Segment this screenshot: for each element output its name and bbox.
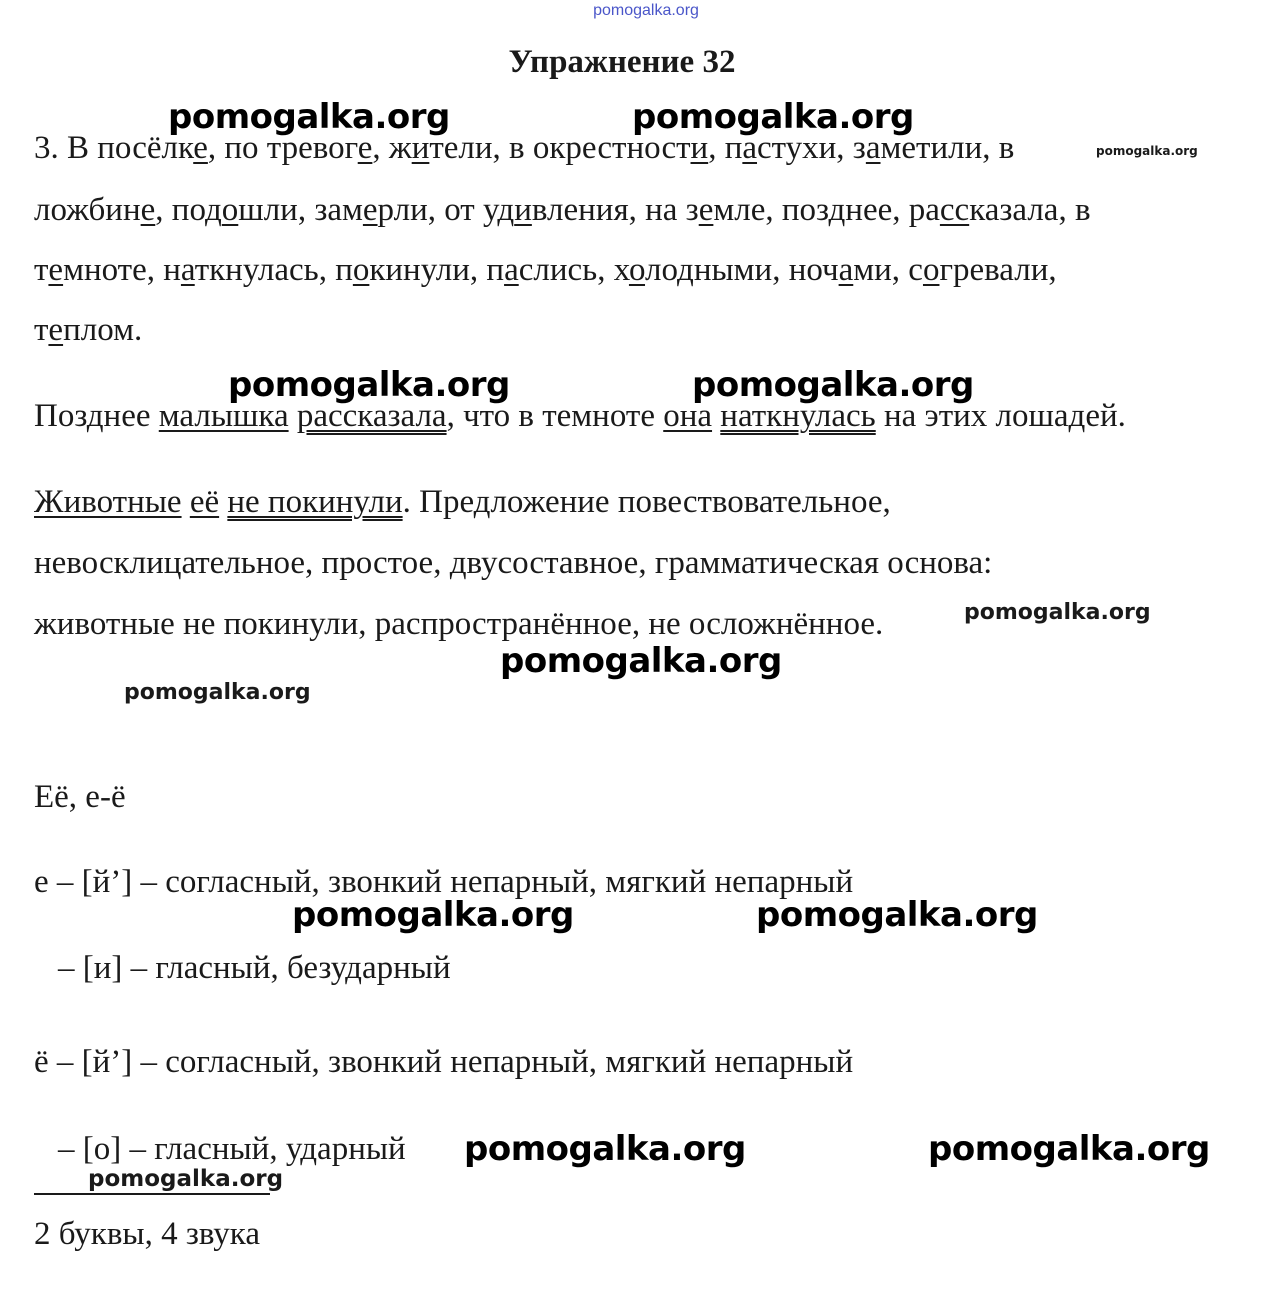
underlined-text: о <box>352 252 370 288</box>
phonetic-summary: 2 буквы, 4 звука <box>34 1216 260 1252</box>
text-run: мле, поз <box>713 192 829 228</box>
watermark: pomogalka.org <box>1096 144 1198 158</box>
text-run: , под <box>155 192 222 228</box>
underlined-text: а <box>838 252 854 288</box>
underlined-text: д <box>828 192 846 228</box>
text-run: т <box>34 252 49 288</box>
text-run: вления, на з <box>531 192 699 228</box>
underlined-text: а <box>180 252 195 288</box>
underlined-text: е <box>193 130 208 166</box>
underlined-text: а <box>504 252 519 288</box>
footnote-rule <box>34 1193 270 1195</box>
phonetic-e-line-1: е – [й’] – согласный, звонкий непарный, мягкий непарный <box>34 864 854 900</box>
text-run: шли, зам <box>238 192 363 228</box>
underlined-text: о <box>628 252 646 288</box>
watermark: pomogalka.org <box>88 1166 284 1192</box>
watermark: pomogalka.org <box>756 895 1038 935</box>
underlined-text: о <box>922 252 940 288</box>
underlined-text: и <box>514 192 532 228</box>
text-run: т <box>34 312 49 348</box>
text-run: , ж <box>372 130 412 166</box>
phonetic-e-line-2: – [и] – гласный, безударный <box>58 950 451 986</box>
sentence-analysis-2-line-1 <box>34 486 891 519</box>
text-run: плом. <box>63 312 143 348</box>
watermark: pomogalka.org <box>292 895 574 935</box>
text-run: гревали, <box>939 252 1057 288</box>
watermark: pomogalka.org <box>228 365 510 405</box>
text-run: тели, в окрестност <box>429 130 691 166</box>
phonetic-yo-line-2: – [о] – гласный, ударный <box>58 1131 406 1167</box>
underlined-text: е <box>362 192 378 228</box>
text-run: ложбин <box>34 192 141 228</box>
text-run: ми, с <box>853 252 923 288</box>
text-run: стухи, з <box>757 130 866 166</box>
text-run: Позднее <box>34 398 159 434</box>
text-run: нее, ра <box>845 192 940 228</box>
underlined-text: е <box>357 130 373 166</box>
paragraph-line-3 <box>34 254 1057 287</box>
watermark: pomogalka.org <box>964 600 1151 625</box>
watermark: pomogalka.org <box>124 680 311 705</box>
text-run <box>182 484 190 520</box>
underlined-text: о <box>221 192 239 228</box>
text-run: ткнулась, п <box>194 252 353 288</box>
underlined-text: Животные <box>34 484 182 520</box>
underlined-text: е <box>48 312 64 348</box>
phonetic-yo-line-1: ё – [й’] – согласный, звонкий непарный, мягкий непарный <box>34 1044 854 1080</box>
text-run: метили, в <box>880 130 1015 166</box>
text-run: , что в темноте <box>446 398 664 434</box>
watermark: pomogalka.org <box>928 1129 1210 1169</box>
watermark: pomogalka.org <box>168 97 450 137</box>
text-run: на этих лошадей. <box>875 398 1126 434</box>
text-run: . Предложение повествовательное, <box>402 484 891 520</box>
underlined-text: а <box>865 130 881 166</box>
watermark: pomogalka.org <box>464 1129 746 1169</box>
watermark: pomogalka.org <box>632 97 914 137</box>
watermark: pomogalka.org <box>500 641 782 681</box>
text-run: 3. В посёлк <box>34 130 194 166</box>
underlined-text: сс <box>939 192 970 228</box>
double-underlined-text: наткнулась <box>720 398 876 434</box>
double-underlined-text: не покинули <box>227 484 403 520</box>
site-link[interactable]: pomogalka.org <box>593 2 699 19</box>
underlined-text: её <box>189 484 220 520</box>
underlined-text: и <box>690 130 709 166</box>
double-underlined-text: рассказала <box>296 398 447 434</box>
text-run: кинули, п <box>369 252 505 288</box>
underlined-text: и <box>411 130 430 166</box>
sentence-analysis-2-line-2: невосклицательное, простое, двусоставное, грамматическая основа: <box>34 545 993 581</box>
underlined-text: е <box>698 192 714 228</box>
text-run: лодными, ноч <box>645 252 839 288</box>
underlined-text: е <box>48 252 64 288</box>
paragraph-line-2 <box>34 194 1091 227</box>
text-run: мноте, н <box>63 252 181 288</box>
underlined-text: малышка <box>158 398 289 434</box>
sentence-analysis-2-line-3: животные не покинули, распространённое, не осложнённое. <box>34 606 884 642</box>
text-run: казала, в <box>969 192 1091 228</box>
text-run: рли, от уд <box>377 192 515 228</box>
text-run: слись, х <box>518 252 629 288</box>
paragraph-line-4 <box>34 314 142 347</box>
text-run: , п <box>708 130 743 166</box>
text-run: , по тревог <box>207 130 358 166</box>
underlined-text: а <box>742 130 758 166</box>
watermark: pomogalka.org <box>692 365 974 405</box>
underlined-text: она <box>663 398 713 434</box>
phonetic-word: Её, е-ё <box>34 779 126 815</box>
page-title: Упражнение 32 <box>508 44 736 80</box>
underlined-text: е <box>140 192 156 228</box>
